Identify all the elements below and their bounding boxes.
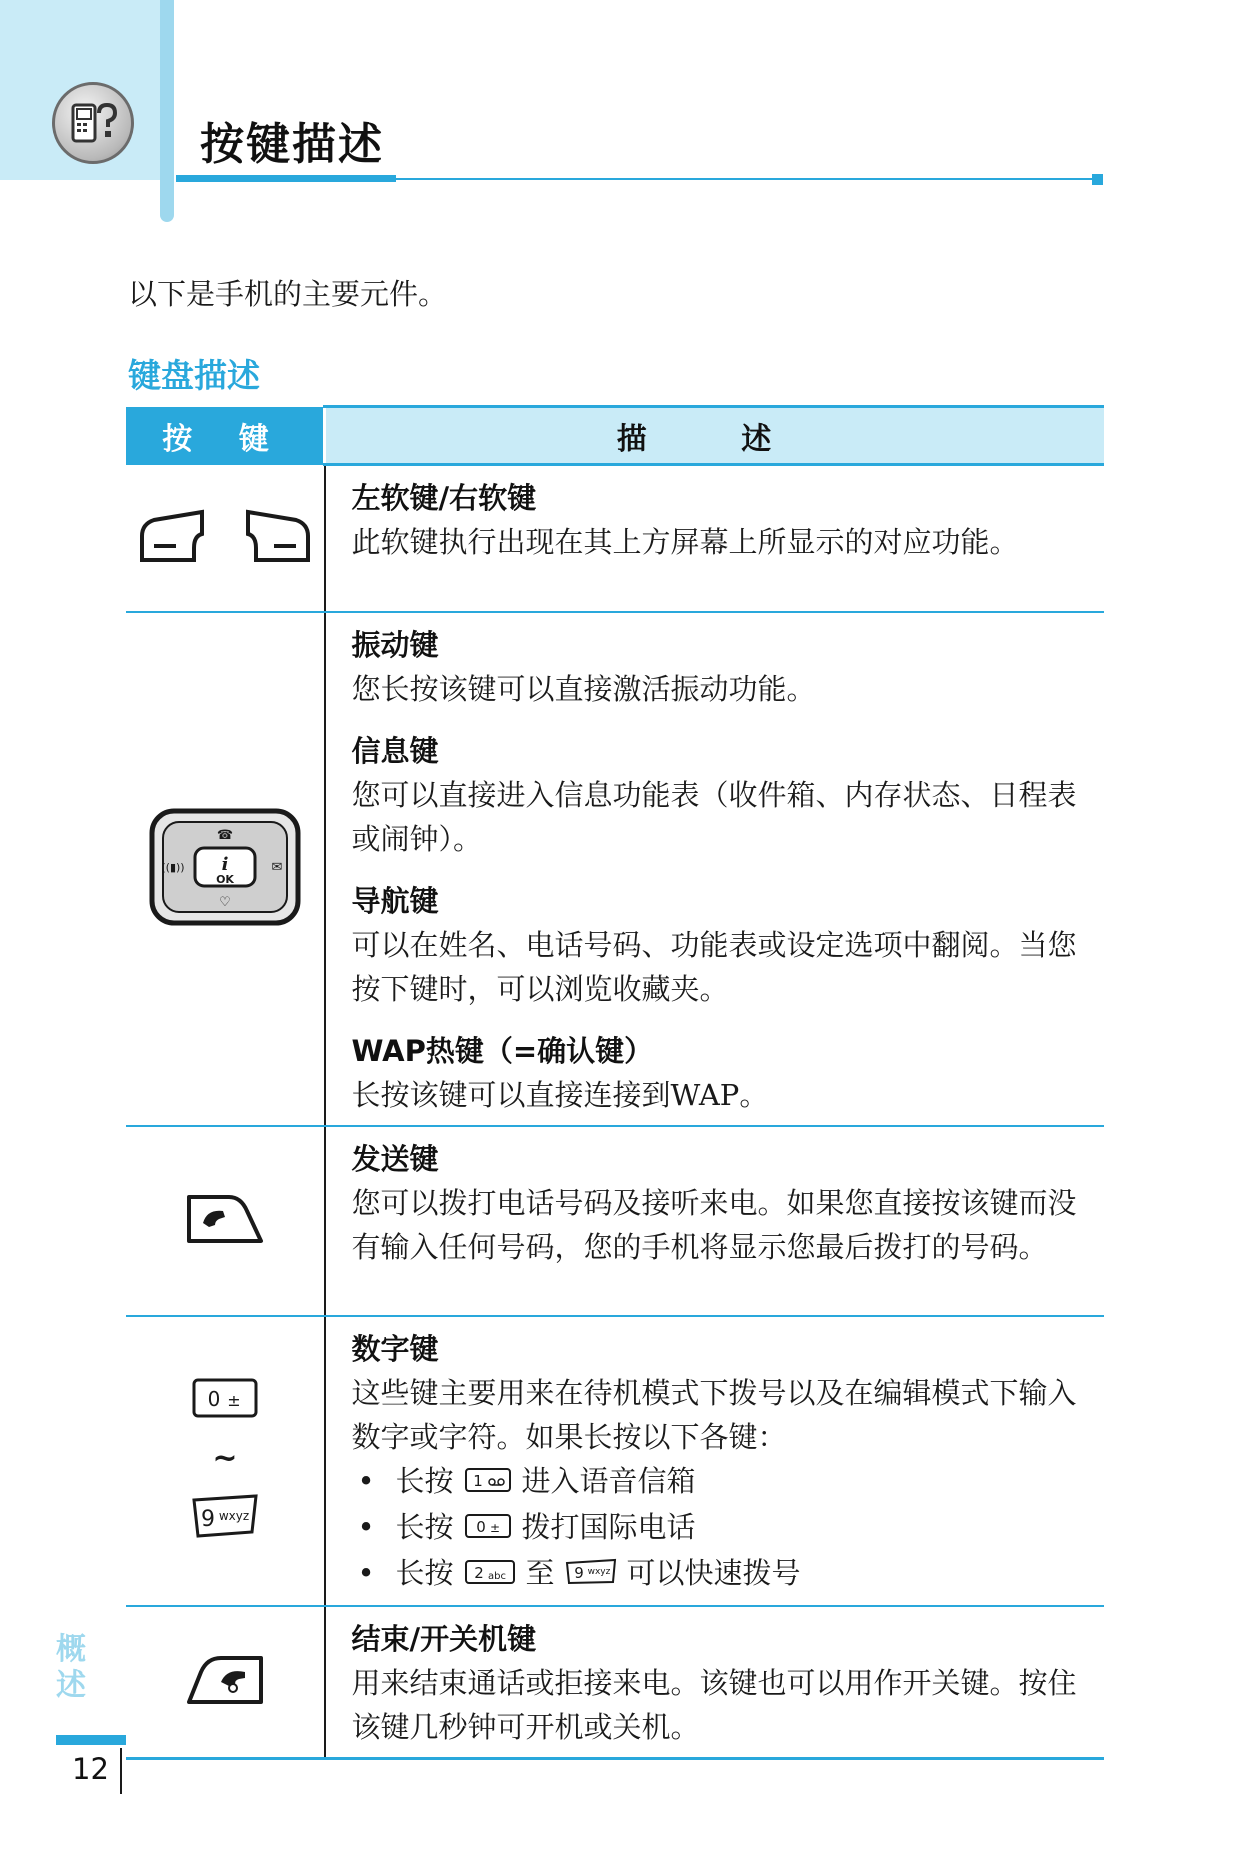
row-description [325,465,1105,612]
bullet-middle: 至 [525,1555,555,1590]
page-title: 按键描述 [200,119,384,170]
list-item [352,879,1095,1011]
table-row [126,1126,1104,1316]
list-item [352,1617,1095,1749]
svg-text:wxyz: wxyz [587,1566,610,1577]
row-description [325,1606,1105,1759]
table-row [126,465,1104,612]
navigation-pad-icon [126,612,325,1126]
entry-text: 此软键执行出现在其上方屏幕上所显示的对应功能。 [351,525,1019,559]
soft-keys-icon [126,465,325,612]
intro-text: 以下是手机的主要元件。 [128,277,448,311]
entry-text: 您可以拨打电话号码及接听来电。如果您直接按该键而没有输入任何号码，您的手机将显示您最后拨打的号码。 [351,1185,1077,1264]
list-item [352,729,1095,861]
section-heading: 键盘描述 [128,356,260,395]
title-rule [396,178,1096,180]
end-power-key-icon [126,1606,325,1759]
page-number: 12 [72,1752,109,1786]
entry-title: WAP热键（=确认键） [351,1033,654,1068]
svg-text:±: ± [489,1520,500,1535]
entry-title: 左软键/右软键 [351,481,537,515]
bullet-suffix: 进入语音信箱 [521,1463,696,1498]
footer-rule [56,1735,126,1745]
entry-text: 您长按该键可以直接激活振动功能。 [351,671,816,706]
entry-title: 发送键 [351,1141,439,1176]
svg-text:♡: ♡ [218,894,231,910]
svg-text:0: 0 [475,1517,486,1536]
bullet-prefix: 长按 [395,1509,454,1544]
key-zero-icon [464,1507,512,1551]
entry-title: 结束/开关机键 [351,1621,537,1656]
list-item [352,1459,1095,1505]
svg-text:9: 9 [573,1563,584,1582]
key-nine-letters: wxyz [218,1508,249,1523]
key-nine-icon [565,1553,617,1597]
svg-text:☎: ☎ [216,827,233,843]
row-description [325,1126,1105,1316]
list-item [352,623,1095,711]
bullet-suffix: 可以快速拨号 [626,1555,801,1590]
entry-title: 振动键 [351,627,439,662]
row-description [325,612,1105,1126]
phone-question-icon [52,82,134,164]
number-keys-icon [126,1316,325,1606]
key-nine-label: 9 [200,1506,215,1532]
list-item [352,476,1095,564]
entry-text: 您可以直接进入信息功能表（收件箱、内存状态、日程表或闹钟）。 [351,777,1077,856]
send-key-icon [126,1126,325,1316]
title-underline [176,175,396,182]
key-two-icon [464,1553,516,1597]
list-item [352,1505,1095,1551]
range-tilde: ~ [212,1440,238,1476]
entry-title: 信息键 [351,733,439,768]
svg-text:2: 2 [473,1563,484,1582]
bullet-prefix: 长按 [395,1555,454,1590]
svg-text:abc: abc [487,1570,506,1582]
entry-title: 数字键 [351,1331,439,1366]
column-header-key: 按 键 [126,407,325,465]
table-row [126,1316,1104,1606]
chapter-side-label: 概述 [56,1632,86,1703]
row-description [325,1316,1105,1606]
svg-text:((▮)): ((▮)) [161,860,185,874]
table-row [126,1606,1104,1759]
key-zero-label: 0 [207,1386,221,1411]
list-item [352,1551,1095,1597]
entry-text: 长按该键可以直接连接到WAP。 [351,1077,769,1112]
svg-text:i: i [221,853,229,875]
entry-text: 这些键主要用来在待机模式下拨号以及在编辑模式下输入数字或字符。如果长按以下各键： [351,1375,1077,1454]
key-one-icon [464,1461,512,1505]
header-corner-bar [160,0,174,222]
bullet-prefix: 长按 [395,1463,454,1498]
list-item [352,1137,1095,1269]
entry-text: 可以在姓名、电话号码、功能表或设定选项中翻阅。当您按下键时，可以浏览收藏夹。 [351,927,1077,1006]
title-rule-end [1092,174,1103,185]
column-header-description: 描 述 [325,407,1105,465]
entry-title: 导航键 [351,883,439,918]
svg-text:1: 1 [472,1471,483,1490]
svg-text:✉: ✉ [271,859,283,875]
svg-text:OK: OK [215,872,234,886]
footer-divider [120,1748,122,1794]
entry-text: 用来结束通话或拒接来电。该键也可以用作开关键。按住该键几秒钟可开机或关机。 [351,1665,1077,1744]
svg-text:±: ± [227,1390,241,1410]
long-press-list [352,1459,1095,1597]
table-header-row [126,407,1104,465]
bullet-suffix: 拨打国际电话 [521,1509,696,1544]
table-row [126,612,1104,1126]
list-item [352,1327,1095,1597]
keypad-table [126,405,1104,1760]
list-item [352,1029,1095,1117]
